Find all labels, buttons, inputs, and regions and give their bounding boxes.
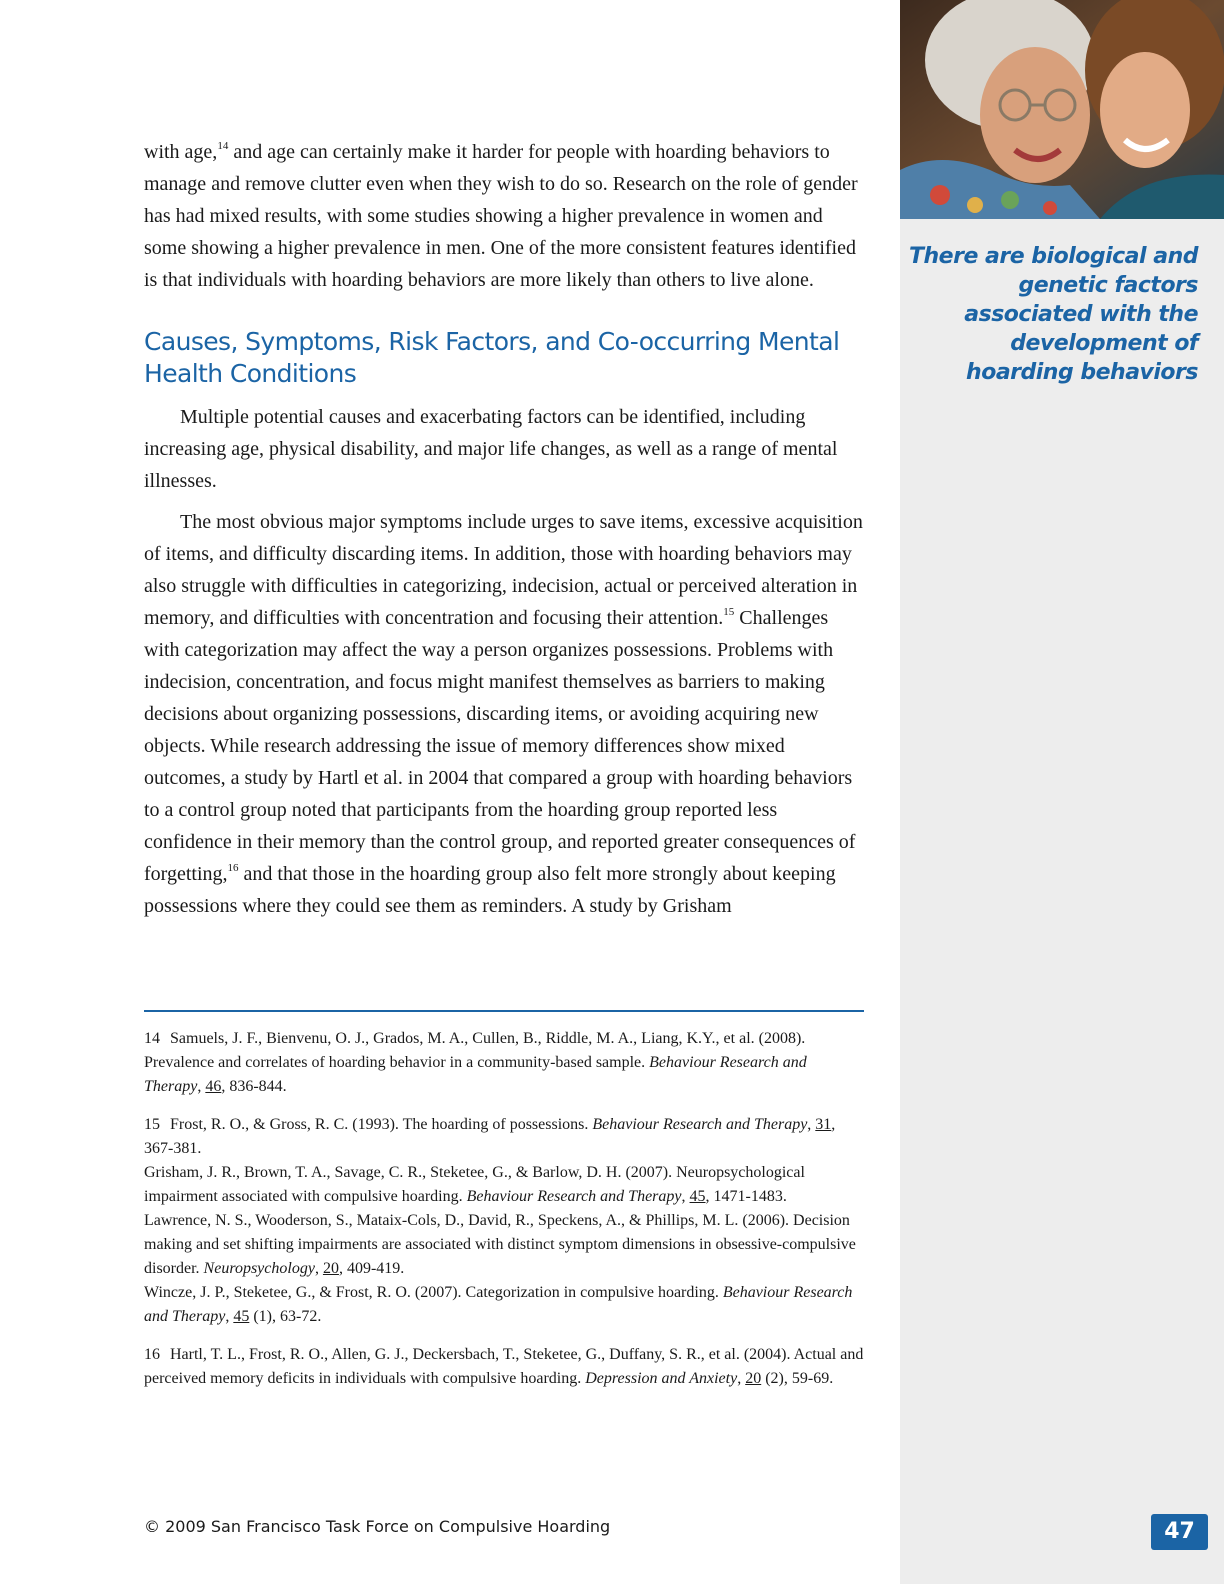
page-range: , 836-844.: [221, 1078, 287, 1095]
pull-quote: There are biological and genetic factors associated with the development of hoarding behaviors: [909, 244, 1198, 385]
citation-text: Wincze, J. P., Steketee, G., & Frost, R. O. (2007). Categorization in compulsive hoarding.: [144, 1284, 723, 1301]
paragraph-symptoms: [144, 506, 864, 922]
symptoms-text-1: The most obvious major symptoms include urges to save items, excessive acquisition of items, and difficulty discarding items. In addition, those with hoarding behaviors may also struggle with difficulties in categorizing, indecision, actual or perceived alteration in memory, and difficulties with concentration and focusing their attention.: [144, 511, 863, 629]
journal-title: Neuropsychology: [203, 1260, 315, 1277]
page-range: , 367-381.: [144, 1116, 836, 1157]
volume-number: 31: [815, 1116, 832, 1133]
separator: ,: [737, 1370, 746, 1387]
separator: ,: [681, 1188, 690, 1205]
volume-number: 46: [205, 1078, 222, 1095]
footnote-divider: [144, 1010, 864, 1012]
intro-paragraph: [144, 136, 864, 296]
separator: ,: [225, 1308, 234, 1325]
sidebar-panel: [900, 0, 1224, 1584]
journal-title: Behaviour Research and Therapy: [592, 1116, 808, 1133]
volume-number: 20: [745, 1370, 762, 1387]
separator: ,: [807, 1116, 816, 1133]
volume-number: 45: [689, 1188, 706, 1205]
journal-title: Behaviour Research and Therapy: [144, 1284, 853, 1325]
intro-text-2: and age can certainly make it harder for people with hoarding behaviors to manage and remove clutter even when they wish to do so. Research on the role of gender has had mixed results, with some studies showing a higher prevalence in women and some showing a higher prevalence in men. One of the more consistent features identified is that individuals with hoarding behaviors are more likely than others to live alone.: [144, 141, 858, 291]
footnote-ref-16[interactable]: 16: [227, 862, 239, 874]
footnote-ref-14[interactable]: 14: [217, 140, 229, 152]
footnote-16: [144, 1343, 868, 1391]
citation-text: Grisham, J. R., Brown, T. A., Savage, C. R., Steketee, G., & Barlow, D. H. (2007). Neuropsychological impairment associated with compulsive hoarding.: [144, 1164, 805, 1205]
page-range: (2), 59-69.: [761, 1370, 834, 1387]
volume-number: 45: [233, 1308, 250, 1325]
citation-text: Frost, R. O., & Gross, R. C. (1993). The hoarding of possessions.: [170, 1116, 593, 1133]
journal-title: Behaviour Research and Therapy: [144, 1054, 807, 1095]
symptoms-text-2: Challenges with categorization may affect the way a person organizes possessions. Problems with indecision, concentration, and focus might manifest themselves as barriers to making decisions about organizing possessions, discarding items, or avoiding acquiring new objects. While research addressing the issue of memory differences show mixed outcomes, a study by Hartl et al. in 2004 that compared a group with hoarding behaviors to a control group noted that participants from the hoarding group reported less confidence in their memory than the control group, and reported greater consequences of forgetting,: [144, 607, 856, 885]
citation-text: Samuels, J. F., Bienvenu, O. J., Grados, M. A., Cullen, B., Riddle, M. A., Liang, K.Y., et al. (2008). Prevalence and correlates of hoarding behavior in a community-based sample.: [144, 1030, 806, 1071]
footnote-15: [144, 1113, 868, 1329]
footnote-14: [144, 1027, 868, 1099]
citation-text: Hartl, T. L., Frost, R. O., Allen, G. J., Deckersbach, T., Steketee, G., Duffany, S. R., et al. (2004). Actual and perceived memory deficits in individuals with compulsive hoarding.: [144, 1346, 864, 1387]
section-heading: Causes, Symptoms, Risk Factors, and Co-occurring Mental Health Conditions: [144, 327, 840, 388]
separator: ,: [314, 1260, 323, 1277]
journal-title: Behaviour Research and Therapy: [466, 1188, 682, 1205]
footnote-number: 15: [144, 1116, 160, 1133]
footnote-ref-15[interactable]: 15: [723, 606, 735, 618]
page-range: (1), 63-72.: [249, 1308, 322, 1325]
page-number: 47: [1151, 1514, 1208, 1550]
separator: ,: [197, 1078, 206, 1095]
journal-title: Depression and Anxiety: [585, 1370, 738, 1387]
page-range: , 1471-1483.: [705, 1188, 787, 1205]
main-content: [144, 136, 864, 922]
footnote-number: 14: [144, 1030, 160, 1047]
page-range: , 409-419.: [338, 1260, 405, 1277]
paragraph-causes: Multiple potential causes and exacerbating factors can be identified, including increasing age, physical disability, and major life changes, as well as a range of mental illnesses.: [144, 406, 838, 492]
photo-two-women-smiling: [900, 0, 1224, 219]
volume-number: 20: [322, 1260, 339, 1277]
citation-text: Lawrence, N. S., Wooderson, S., Mataix-Cols, D., David, R., Speckens, A., & Phillips, M. L. (2006). Decision making and set shifting impairments are associated with distinct symptom dimensions in obsessive-compulsive disorder.: [144, 1212, 856, 1277]
intro-text-1: with age,: [144, 141, 218, 163]
footnotes: [144, 1027, 868, 1405]
symptoms-text-3: and that those in the hoarding group also felt more strongly about keeping possessions where they could see them as reminders. A study by Grisham: [144, 863, 836, 917]
footnote-number: 16: [144, 1346, 160, 1363]
copyright-footer: © 2009 San Francisco Task Force on Compulsive Hoarding: [144, 1517, 611, 1536]
